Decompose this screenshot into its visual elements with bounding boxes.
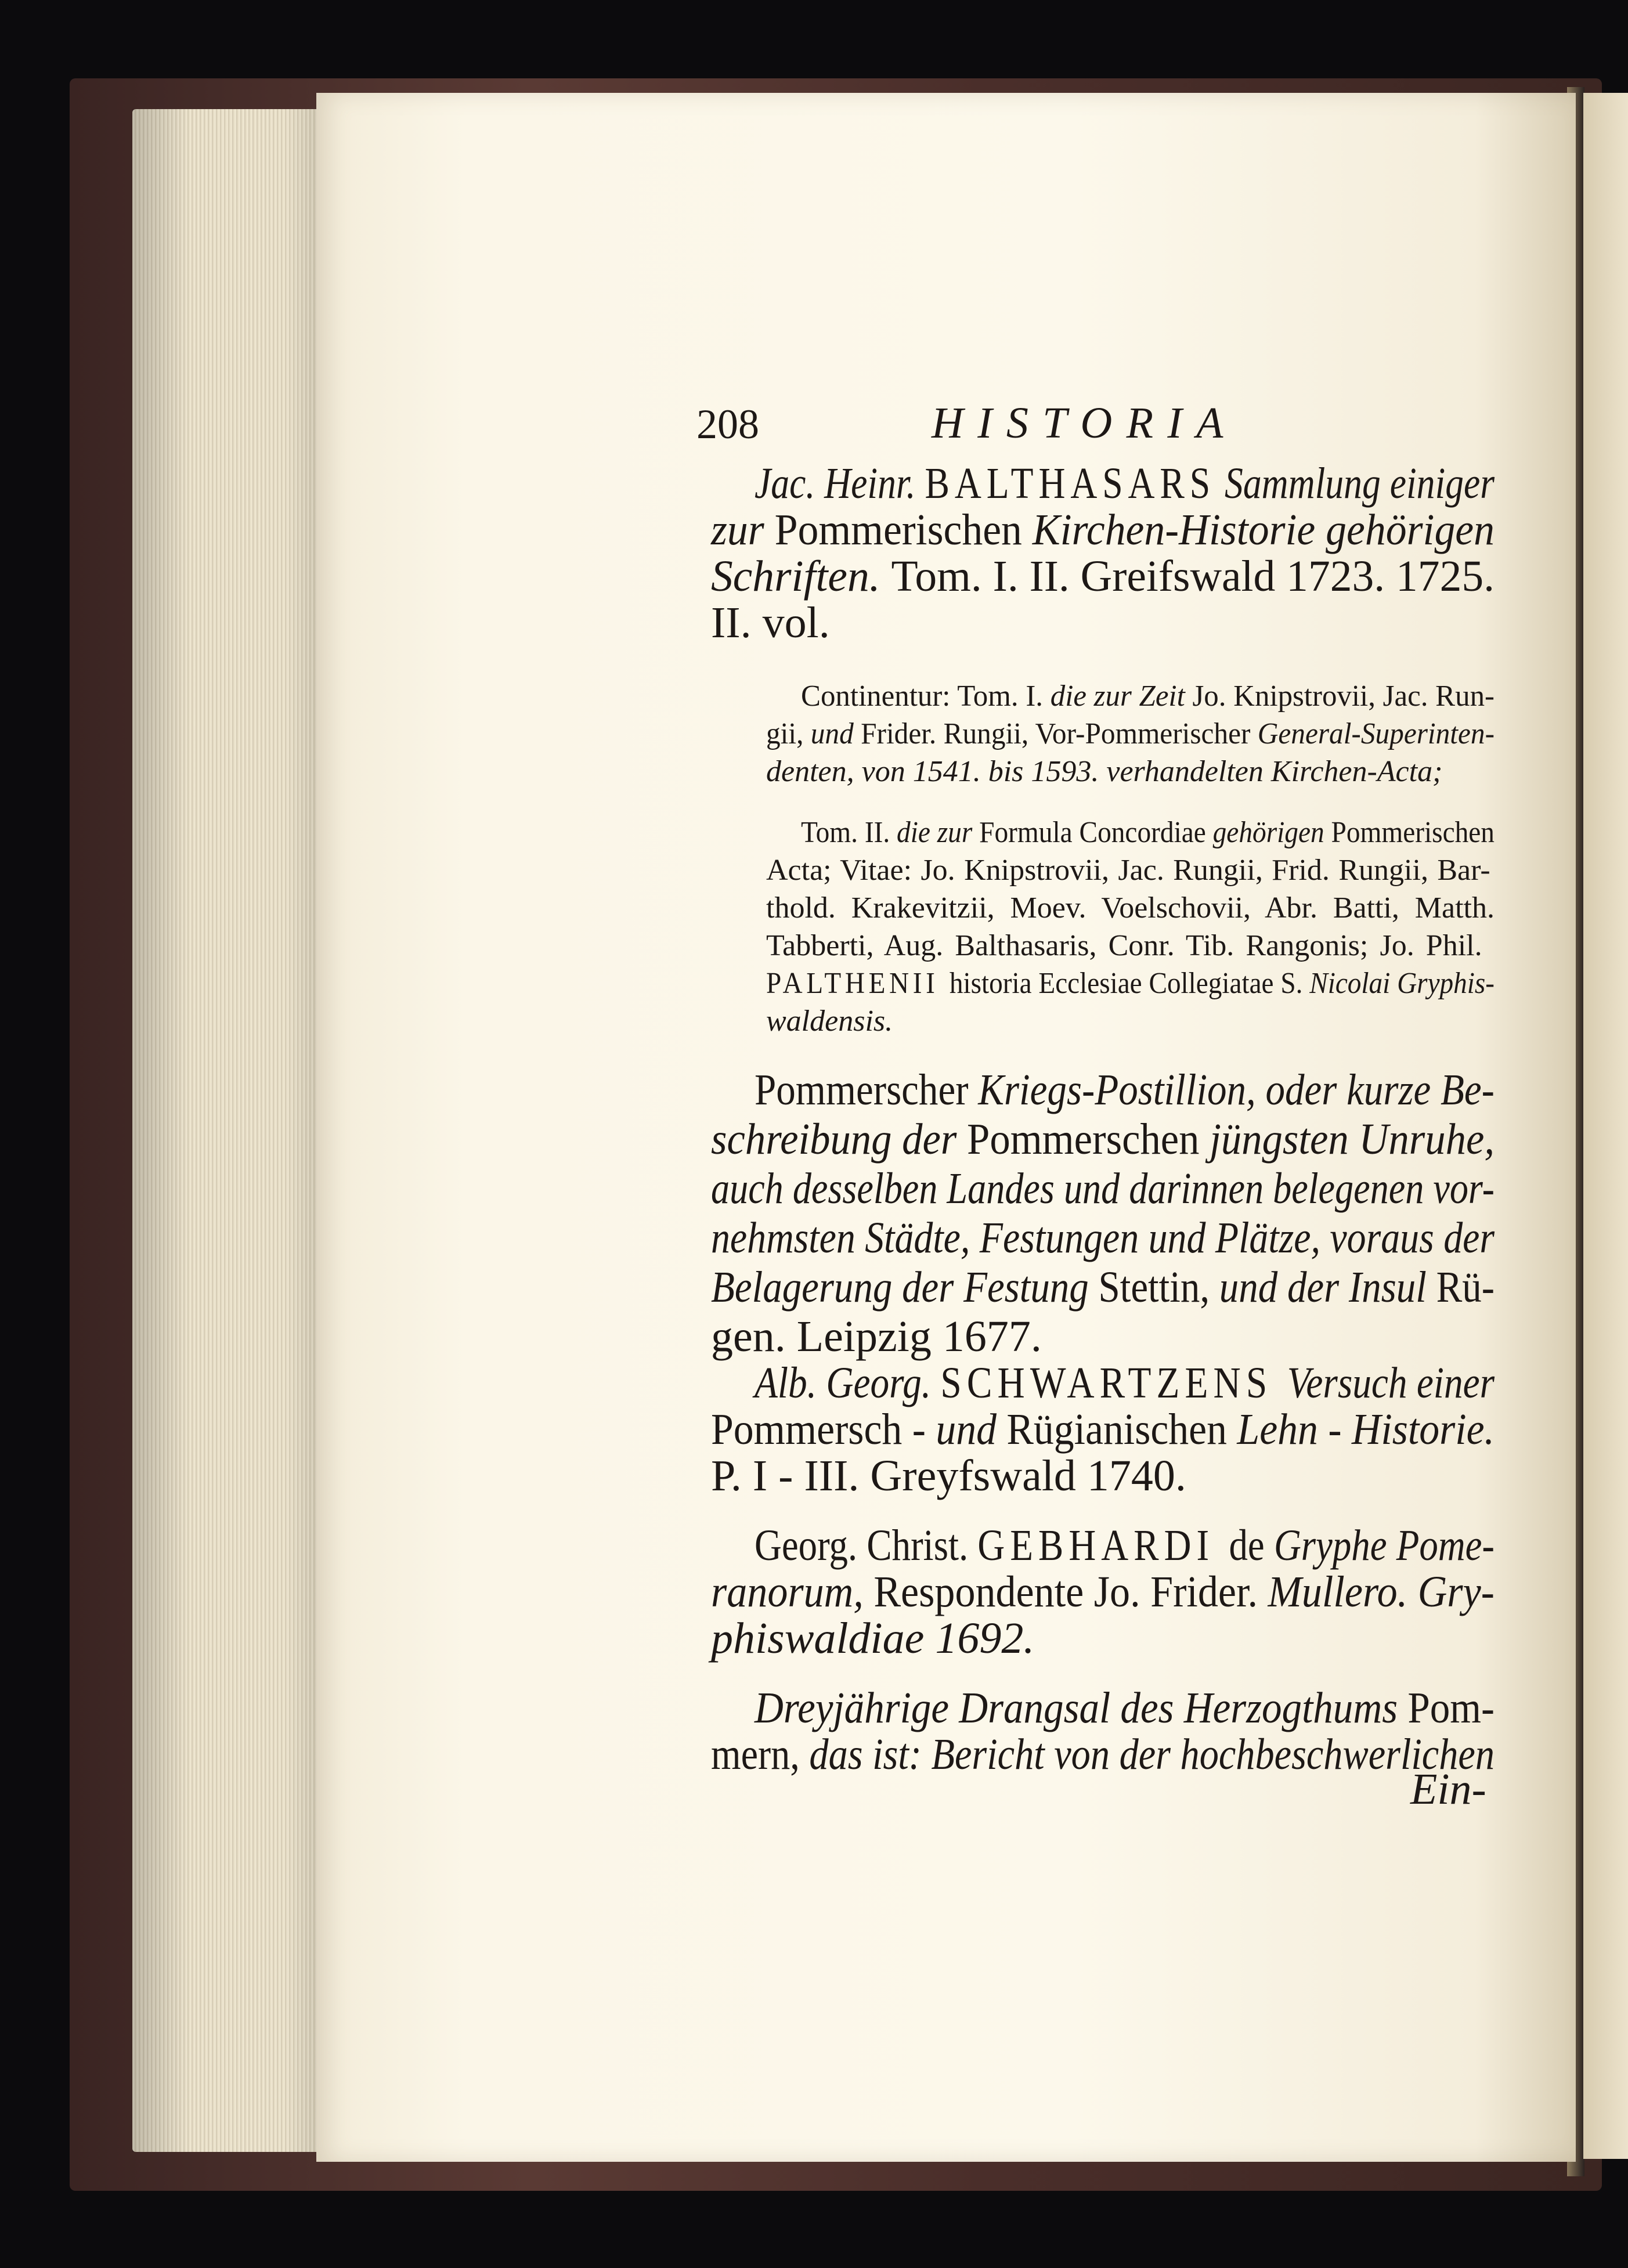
text-segment: Respondente Jo. Frider. <box>873 1568 1268 1616</box>
text-segment: SCHWARTZENS <box>940 1359 1287 1407</box>
text-segment: und der Insul <box>1219 1263 1436 1312</box>
text-segment: gehörigen <box>1212 816 1331 849</box>
text-segment: Schriften. <box>711 552 891 601</box>
text-segment: Stettin, <box>1098 1263 1219 1312</box>
text-line <box>766 891 1495 925</box>
text-segment: Tabberti, Aug. Balthasaris, Conr. Tib. Rangonis; Jo. Phil. <box>766 929 1482 962</box>
text-segment: Jo. Knipstrovii, Jac. Run- <box>1192 680 1495 713</box>
text-segment: Pom- <box>1407 1684 1495 1732</box>
text-segment: Rü- <box>1436 1263 1495 1312</box>
text-segment: schreibung der <box>711 1115 968 1164</box>
text-segment: phiswaldiae 1692. <box>711 1614 1035 1663</box>
page-number: 208 <box>696 401 759 447</box>
text-line <box>755 1521 1495 1571</box>
text-segment: Pommerischen <box>774 505 1033 554</box>
text-line <box>755 1065 1495 1115</box>
text-segment: Sammlung einiger <box>1215 459 1495 508</box>
text-line <box>711 1567 1495 1617</box>
text-line <box>711 598 830 648</box>
text-segment: und <box>936 1405 1007 1454</box>
text-segment: Mullero. Gry- <box>1268 1568 1495 1616</box>
text-line <box>766 754 1442 789</box>
text-line <box>766 966 1495 1001</box>
text-line <box>801 815 1495 850</box>
text-segment: General-Superinten- <box>1257 717 1495 750</box>
running-head-title: HISTORIA <box>932 399 1237 447</box>
text-segment: Gryphe Pome- <box>1273 1521 1495 1570</box>
text-segment: das ist: Bericht von der hochbeschwerlichen <box>809 1730 1495 1779</box>
text-line <box>755 458 1495 509</box>
text-line <box>766 1004 893 1038</box>
text-segment: die zur Zeit <box>1050 680 1193 713</box>
text-segment: Tom. II. <box>801 816 897 849</box>
text-segment: gii, <box>766 717 811 750</box>
text-line <box>711 1312 1042 1362</box>
text-segment: Alb. Georg. <box>755 1359 941 1407</box>
text-segment: Kirchen-Historie gehörigen <box>1032 505 1495 554</box>
text-segment: Formula Concordiae <box>979 816 1213 849</box>
text-line <box>711 1213 1495 1263</box>
text-line <box>711 1451 1186 1501</box>
text-segment: BALTHASARS <box>925 459 1216 508</box>
text-segment: Frider. Rungii, Vor-Pommerischer <box>861 717 1258 750</box>
text-segment: nehmsten Städte, Festungen und Plätze, voraus der <box>711 1214 1495 1262</box>
text-segment: mern, <box>711 1730 810 1779</box>
text-segment: PALTHENII <box>766 967 950 1000</box>
text-segment: Kriegs-Postillion, oder kurze Be- <box>978 1066 1495 1114</box>
text-line <box>711 1404 1495 1455</box>
text-segment: waldensis. <box>766 1005 893 1038</box>
text-segment: Pommersch - <box>711 1405 936 1454</box>
text-segment: Nicolai Gryphis- <box>1309 967 1495 1000</box>
text-segment: P. I - III. Greyfswald 1740. <box>711 1451 1186 1500</box>
text-segment: und <box>810 717 861 750</box>
text-segment: gen. Leipzig 1677. <box>711 1312 1042 1361</box>
text-segment: Continentur: Tom. I. <box>801 680 1051 713</box>
text-line <box>711 505 1495 555</box>
text-segment: Georg. Christ. <box>755 1521 978 1570</box>
text-segment: Lehn - Historie. <box>1237 1405 1495 1454</box>
text-segment: auch desselben Landes und darinnen belegenen vor- <box>711 1164 1495 1213</box>
text-segment: denten, von 1541. bis 1593. verhandelten Kirchen-Acta; <box>766 755 1443 788</box>
text-segment: Rügianischen <box>1006 1405 1237 1454</box>
text-segment: de <box>1229 1521 1274 1570</box>
text-line <box>711 1613 1034 1664</box>
text-segment: Versuch einer <box>1287 1359 1495 1407</box>
text-segment: jüngsten Unruhe, <box>1210 1115 1495 1164</box>
catchword: Ein- <box>1410 1765 1486 1814</box>
text-segment: Pommerischen <box>1331 816 1495 849</box>
text-segment: thold. Krakevitzii, Moev. Voelschovii, Abr. Batti, Matth. <box>766 891 1495 924</box>
text-segment: die zur <box>897 816 980 849</box>
text-segment: Belagerung der Festung <box>711 1263 1099 1312</box>
text-line <box>766 717 1495 751</box>
text-line <box>711 1729 1495 1780</box>
text-line <box>711 1114 1495 1165</box>
text-segment: Acta; Vitae: Jo. Knipstrovii, Jac. Rungii, Frid. Rungii, Bar- <box>766 854 1490 887</box>
text-segment: zur <box>711 505 775 554</box>
text-segment: Dreyjährige Drangsal des Herzogthums <box>755 1684 1408 1732</box>
text-segment: Pommerschen <box>967 1115 1210 1164</box>
text-segment: II. vol. <box>711 598 830 647</box>
text-segment: historia Ecclesiae Collegiatae S. <box>949 967 1310 1000</box>
text-line <box>755 1683 1495 1733</box>
text-line <box>755 1358 1495 1409</box>
text-segment: ranorum, <box>711 1568 874 1616</box>
text-segment: GEBHARDI <box>977 1521 1229 1570</box>
text-segment: Pommerscher <box>755 1066 979 1114</box>
text-line <box>766 853 1490 887</box>
text-line <box>766 929 1482 963</box>
text-line <box>711 1164 1495 1214</box>
text-segment: Tom. I. II. Greifswald 1723. 1725. <box>891 552 1495 601</box>
text-line <box>801 679 1495 713</box>
text-line <box>711 551 1495 602</box>
text-segment: Jac. Heinr. <box>755 459 925 508</box>
text-line <box>711 1262 1495 1313</box>
